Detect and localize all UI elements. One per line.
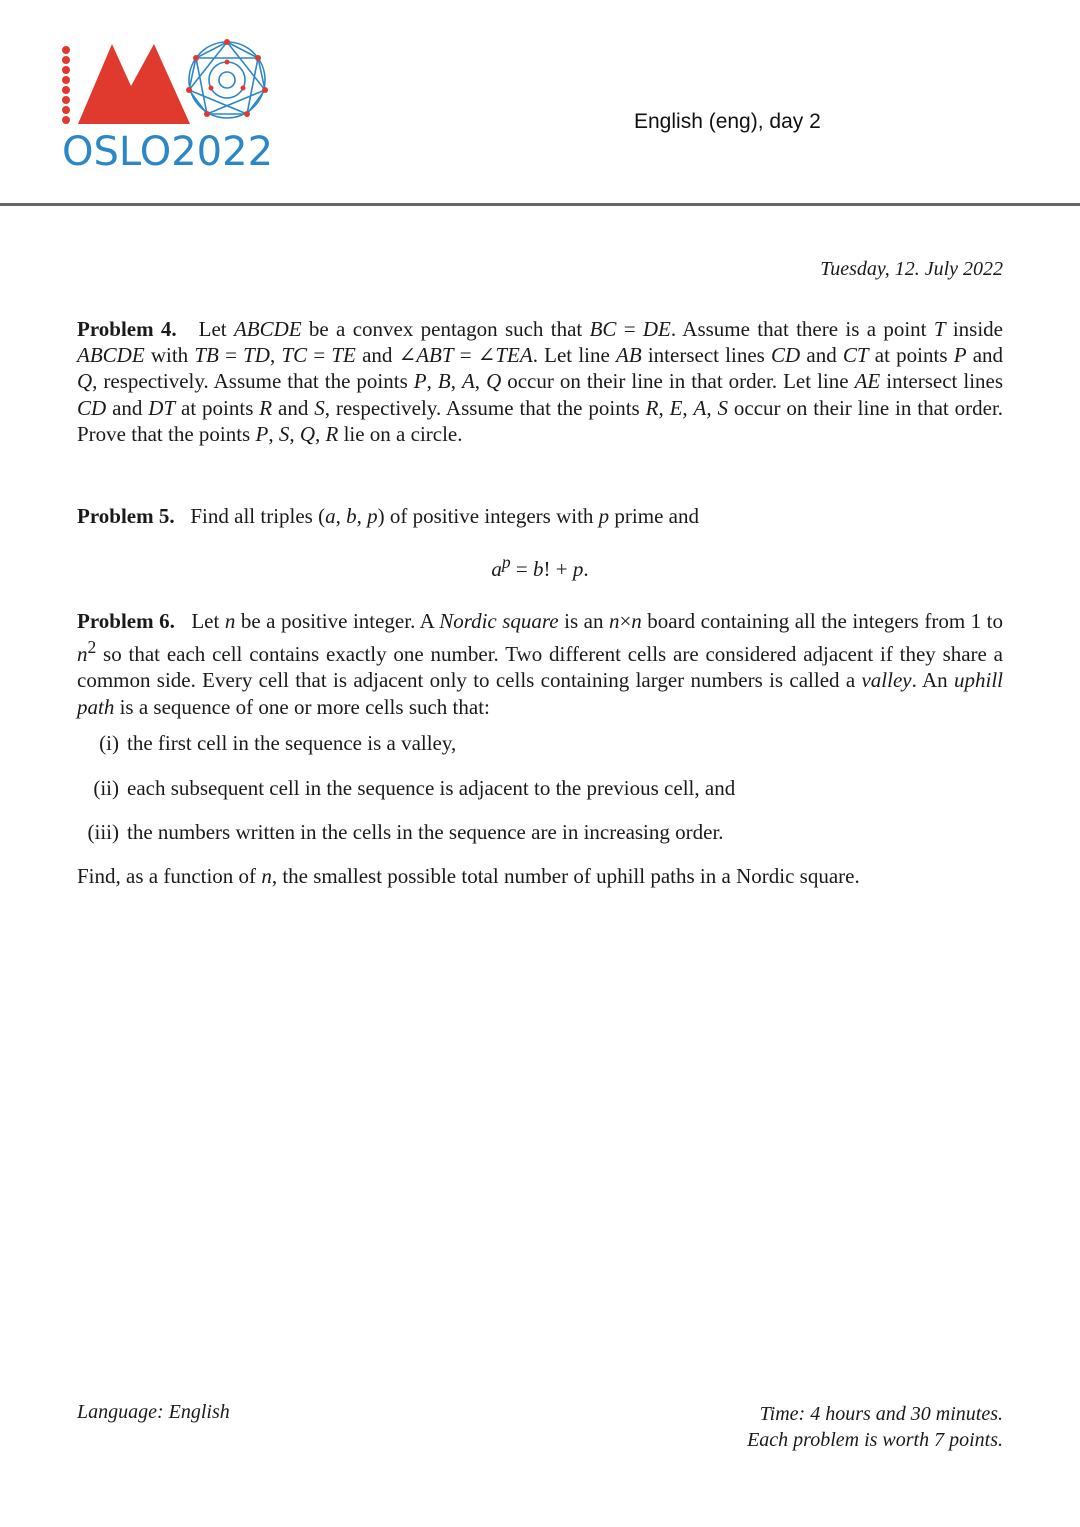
condition-text: each subsequent cell in the sequence is adjacent to the previous cell, and bbox=[127, 775, 736, 800]
problem-4 bbox=[77, 316, 1003, 447]
logo-network bbox=[189, 42, 265, 118]
footer-points: Each problem is worth 7 points. bbox=[747, 1429, 1003, 1451]
problem-5-text: Find all triples (a, b, p) of positive integers with p prime and bbox=[190, 504, 699, 528]
logo-mountains bbox=[78, 44, 190, 124]
problem-5-label: Problem 5. bbox=[77, 504, 175, 528]
footer-time: Time: 4 hours and 30 minutes. bbox=[759, 1403, 1003, 1425]
logo-text: OSLO2022 bbox=[62, 129, 274, 175]
condition-number: (iii) bbox=[87, 820, 119, 844]
footer-time-points bbox=[747, 1401, 1003, 1453]
problem-6 bbox=[77, 608, 1003, 720]
problem-5 bbox=[77, 503, 1003, 529]
condition-number: (ii) bbox=[93, 775, 119, 800]
exam-date: Tuesday, 12. July 2022 bbox=[820, 258, 1003, 280]
condition-item bbox=[77, 820, 1003, 865]
problem-5-equation: $a^p = b$! + p. bbox=[491, 552, 589, 581]
problem-4-label: Problem 4. bbox=[77, 317, 177, 341]
condition-item bbox=[77, 776, 1003, 821]
header-language-day: English (eng), day 2 bbox=[634, 110, 821, 133]
condition-item bbox=[77, 731, 1003, 776]
condition-number: (i) bbox=[99, 731, 119, 755]
problem-6-text: Let n be a positive integer. A Nordic square is an n×n board containing all the integers from 1 to $n^2$ so that each cell contains exactly one number. Two different cells are considered adjacent if they share a common side. Every cell that is adjacent only to cells containing larger numbers is called a valley. An uphill path is a sequence of one or more cells such that: bbox=[77, 609, 1003, 719]
condition-text: the first cell in the sequence is a valley, bbox=[127, 731, 457, 755]
condition-text: the numbers written in the cells in the sequence are in increasing order. bbox=[127, 820, 724, 844]
problem-6-label: Problem 6. bbox=[77, 609, 175, 633]
header-divider bbox=[0, 203, 1080, 206]
logo-dots bbox=[62, 46, 70, 124]
footer-language: Language: English bbox=[77, 1401, 230, 1423]
problem-6-conditions bbox=[77, 731, 1003, 865]
problem-6-question: Find, as a function of n, the smallest possible total number of uphill paths in a Nordic square. bbox=[77, 864, 860, 888]
problem-4-text: Let ABCDE be a convex pentagon such that BC = DE. Assume that there is a point T inside ABCDE with TB = TD, TC = TE and ∠ABT = ∠TEA. Let line AB intersect lines CD and CT at points P and Q, respectively. Assume that the points P, B, A, Q occur on their line in that order. Let line AE intersect lines CD and DT at points R and S, respectively. Assume that the points R, E, A, S occur on their line in that order. Prove that the points P, S, Q, R lie on a circle. bbox=[77, 317, 1004, 446]
